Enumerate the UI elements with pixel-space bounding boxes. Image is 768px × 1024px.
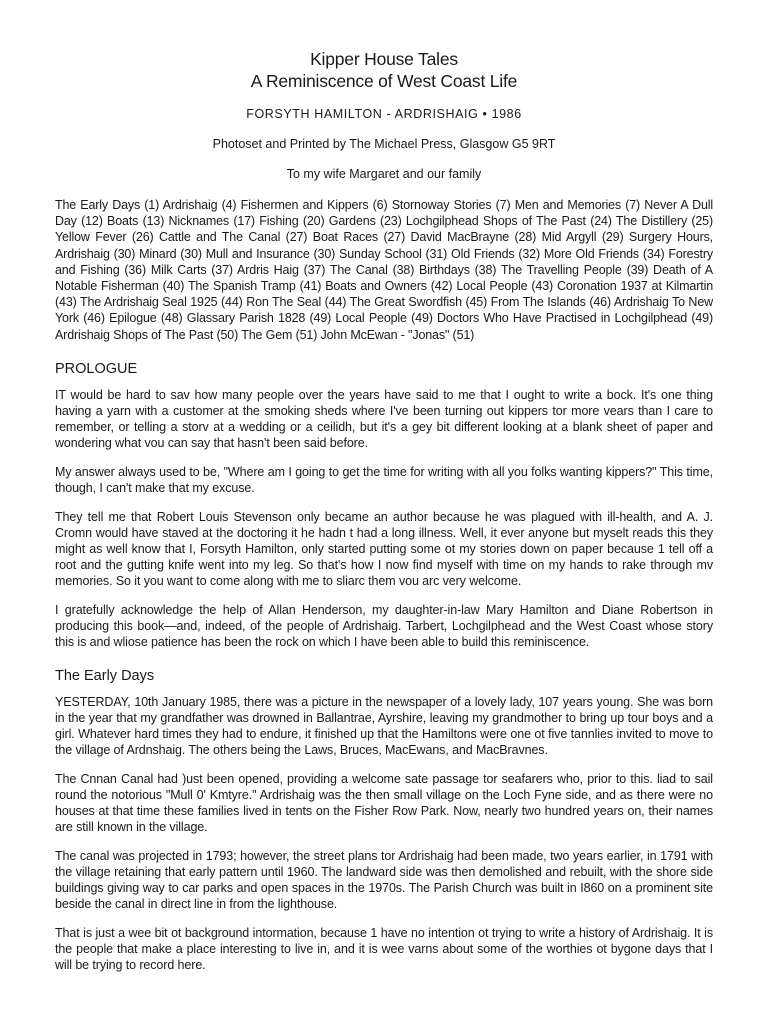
prologue-heading: PROLOGUE xyxy=(55,360,138,377)
printer-imprint: Photoset and Printed by The Michael Press, Glasgow G5 9RT xyxy=(212,137,556,151)
early-days-paragraph: YESTERDAY, 10th January 1985, there was a picture in the newspaper of a lovely lady, 107 years young. She was born in the year that my grandfather was drowned in Ballantrae, Ayrshire, leaving my grandmother to bring up tour boys and a girl. Whatever hard times they had to endure, it finished up that the Hamiltons were one ot five tannlies invited to move to the village of Ardnshaig. The others being the Laws, Bruces, MacEwans, and MacBravnes. xyxy=(55,694,713,758)
document-page xyxy=(55,48,713,986)
author-byline: FORSYTH HAMILTON - ARDRISHAIG • 1986 xyxy=(246,107,522,121)
prologue-paragraph: They tell me that Robert Louis Stevenson only became an author because he was plagued with ill-health, and A. J. Cromn would have staved at the doctoring it he hadn t had a long illness. Well, it ever anyone but myselt reads this they might as well know that I, Forsyth Hamilton, only started putting some ot my stories down on paper because 1 tell off a root and the gutting knife went into my leg. So that's how I now find myself with time on my hands to rake through mv memories. So it you want to come along with me to sliarc them vou arc very welcome. xyxy=(55,509,713,588)
early-days-paragraph: The canal was projected in 1793; however, the street plans tor Ardrishaig had been made, two years earlier, in 1791 with the village retaining that early pattern until 1960. The landward side was then demolished and rebuilt, with the shore side buildings giving way to car parks and open spaces in the 1970s. The Parish Church was built in I860 on a prominent site beside the canal in direct line in from the lighthouse. xyxy=(55,848,713,912)
prologue-paragraph: IT would be hard to sav how many people over the years have said to me that I ought to write a bock. It's one thing having a yarn with a customer at the smoking sheds where I've been turning out kippers tor more vears than I care to remember, or telling a storv at a wedding or a ceilidh, but it's a gey bit different looking at a blank sheet of paper and wondering what vou can say that hasn't been said before. xyxy=(55,387,713,451)
dedication: To my wife Margaret and our family xyxy=(286,167,482,181)
prologue-paragraph: My answer always used to be, "Where am I going to get the time for writing with all you folks wanting kippers?" This time, though, I can't make that my excuse. xyxy=(55,464,713,495)
prologue-paragraph: I gratefully acknowledge the help of Allan Henderson, my daughter-in-law Mary Hamilton and Diane Robertson in producing this book—and, indeed, of the people of Ardrishaig. Tarbert, Lochgilphead and the West Coast whose story this is and wliose patience has been the rock on which I have been able to build this reminiscence. xyxy=(55,602,713,649)
early-days-paragraph: That is just a wee bit ot background intormation, because 1 have no intention ot trying to write a history of Ardrishaig. It is the people that make a place interesting to live in, and it is wee varns about some of the worthies ot bygone days that I will be trying to record here. xyxy=(55,925,713,973)
early-days-paragraph: The Cnnan Canal had )ust been opened, providing a welcome sate passage tor seafarers who, prior to this. liad to sail round the notorious "Mull 0' Kmtyre." Ardrishaig was the then small village on the Loch Fyne side, and as there were no houses at that time these families lived in tents on the Fisher Row Park. Now, nearly two hundred years on, their names are still known in the village. xyxy=(55,771,713,835)
book-subtitle: A Reminiscence of West Coast Life xyxy=(250,71,518,91)
book-title: Kipper House Tales xyxy=(310,49,458,69)
early-days-heading: The Early Days xyxy=(55,667,155,684)
table-of-contents: The Early Days (1) Ardrishaig (4) Fishermen and Kippers (6) Stornoway Stories (7) Men and Memories (7) Never A Dull Day (12) Boats (13) Nicknames (17) Fishing (20) Gardens (23) Lochgilphead Shops of The Past (24) The Distillery (25) Yellow Fever (26) Cattle and The Canal (27) Boat Races (27) David MacBrayne (28) Mid Argyll (29) Surgery Hours, Ardrishaig (30) Minard (30) Mull and Insurance (30) Sunday School (31) Old Friends (32) More Old Friends (34) Forestry and Fishing (36) Milk Carts (37) Ardris Haig (37) The Canal (38) Birthdays (38) The Travelling People (39) Death of A Notable Fisherman (40) The Spanish Tramp (41) Boats and Owners (42) Local People (43) Coronation 1937 at Kilmartin (43) The Ardrishaig Seal 1925 (44) Ron The Seal (44) The Great Swordfish (45) From The Islands (46) Ardrishaig To New York (46) Epilogue (48) Glassary Parish 1828 (49) Local People (49) Doctors Who Have Practised in Lochgilphead (49) Ardrishaig Shops of The Past (50) The Gem (51) John McEwan - "Jonas" (51) xyxy=(55,198,713,342)
